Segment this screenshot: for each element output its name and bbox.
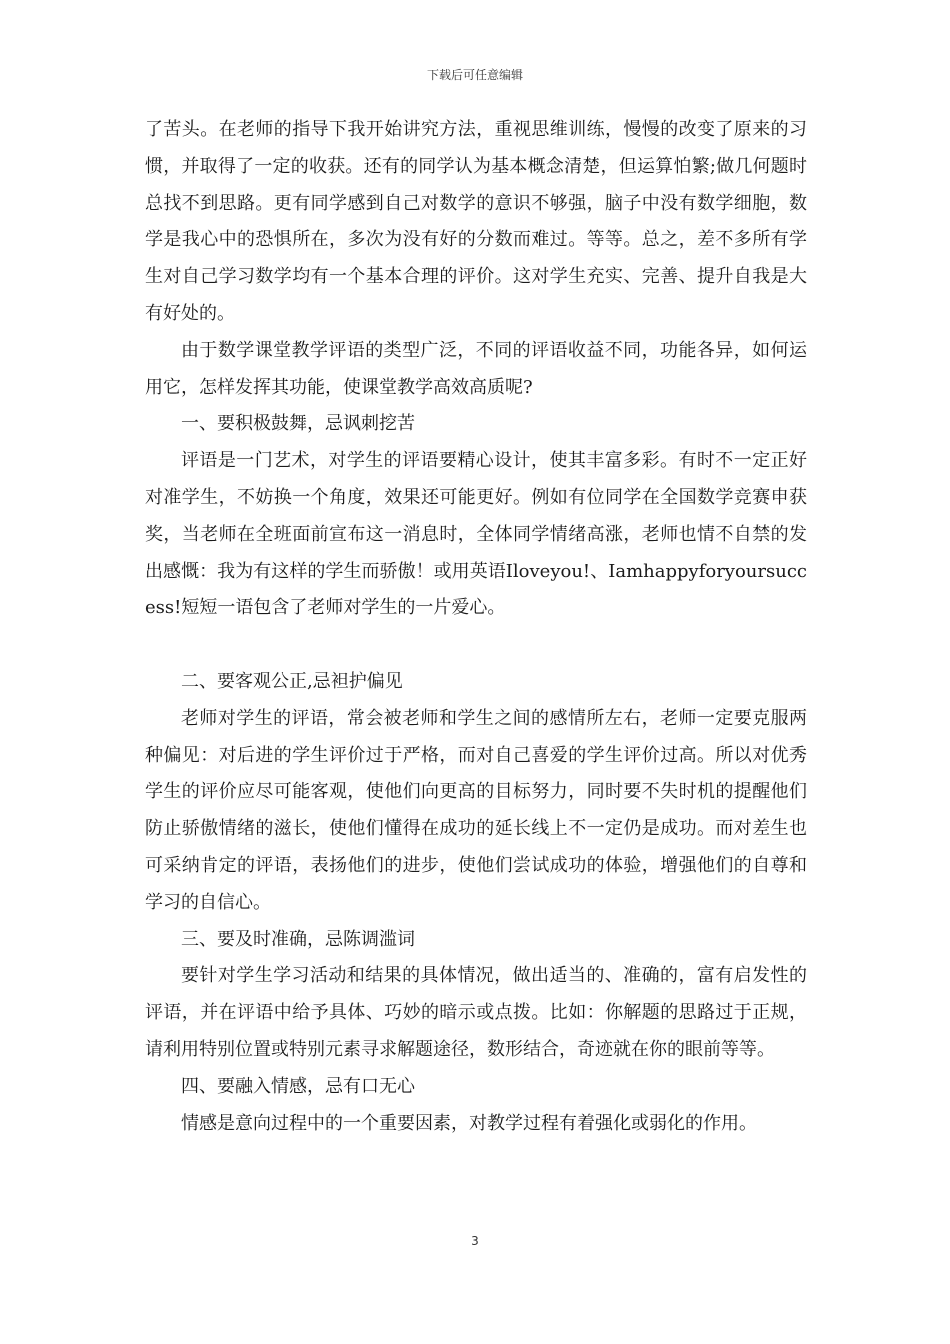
- section-heading-2: 二、要客观公正,忌袒护偏见: [181, 670, 403, 692]
- page-number: 3: [471, 1234, 479, 1248]
- section-heading-1: 一、要积极鼓舞，忌讽刺挖苦: [181, 413, 415, 435]
- paragraph-intro-question: 由于数学课堂教学评语的类型广泛，不同的评语收益不同，功能各异，如何运用它，怎样发挥其功能，使课堂教学高效高质呢?: [145, 339, 807, 398]
- paragraph-section-3: 要针对学生学习活动和结果的具体情况，做出适当的、准确的，富有启发性的评语，并在评语中给予具体、巧妙的暗示或点拨。比如：你解题的思路过于正规，请利用特别位置或特别元素寻求解题途径，数形结合，奇迹就在你的眼前等等。: [145, 965, 807, 1060]
- document-body: [145, 112, 807, 1142]
- paragraph-section-1: 评语是一门艺术，对学生的评语要精心设计，使其丰富多彩。有时不一定正好对准学生，不妨换一个角度，效果还可能更好。例如有位同学在全国数学竞赛申获奖，当老师在全班面前宣布这一消息时，全体同学情绪高涨，老师也情不自禁的发出感慨：我为有这样的学生而骄傲！或用英语Iloveyou!、Iamhappyforyoursuccess!短短一语包含了老师对学生的一片爱心。: [145, 450, 807, 619]
- section-heading-4: 四、要融入情感，忌有口无心: [181, 1075, 415, 1097]
- paragraph-section-2: 老师对学生的评语，常会被老师和学生之间的感情所左右，老师一定要克服两种偏见：对后进的学生评价过于严格，而对自己喜爱的学生评价过高。所以对优秀学生的评价应尽可能客观，使他们向更高的目标努力，同时要不失时机的提醒他们防止骄傲情绪的滋长，使他们懂得在成功的延长线上不一定仍是成功。而对差生也可采纳肯定的评语，表扬他们的进步，使他们尝试成功的体验，增强他们的自尊和学习的自信心。: [145, 707, 807, 913]
- page-header: 下载后可任意编辑: [426, 68, 523, 82]
- section-heading-3: 三、要及时准确，忌陈调滥词: [181, 928, 415, 950]
- paragraph-continuation: 了苦头。在老师的指导下我开始讲究方法，重视思维训练，慢慢的改变了原来的习惯，并取得了一定的收获。还有的同学认为基本概念清楚，但运算怕繁;做几何题时总找不到思路。更有同学感到自己对数学的意识不够强，脑子中没有数学细胞，数学是我心中的恐惧所在，多次为没有好的分数而难过。等等。总之，差不多所有学生对自己学习数学均有一个基本合理的评价。这对学生充实、完善、提升自我是大有好处的。: [145, 119, 807, 324]
- paragraph-section-4: 情感是意向过程中的一个重要因素，对教学过程有着强化或弱化的作用。: [181, 1112, 757, 1134]
- blank-line: [145, 627, 807, 664]
